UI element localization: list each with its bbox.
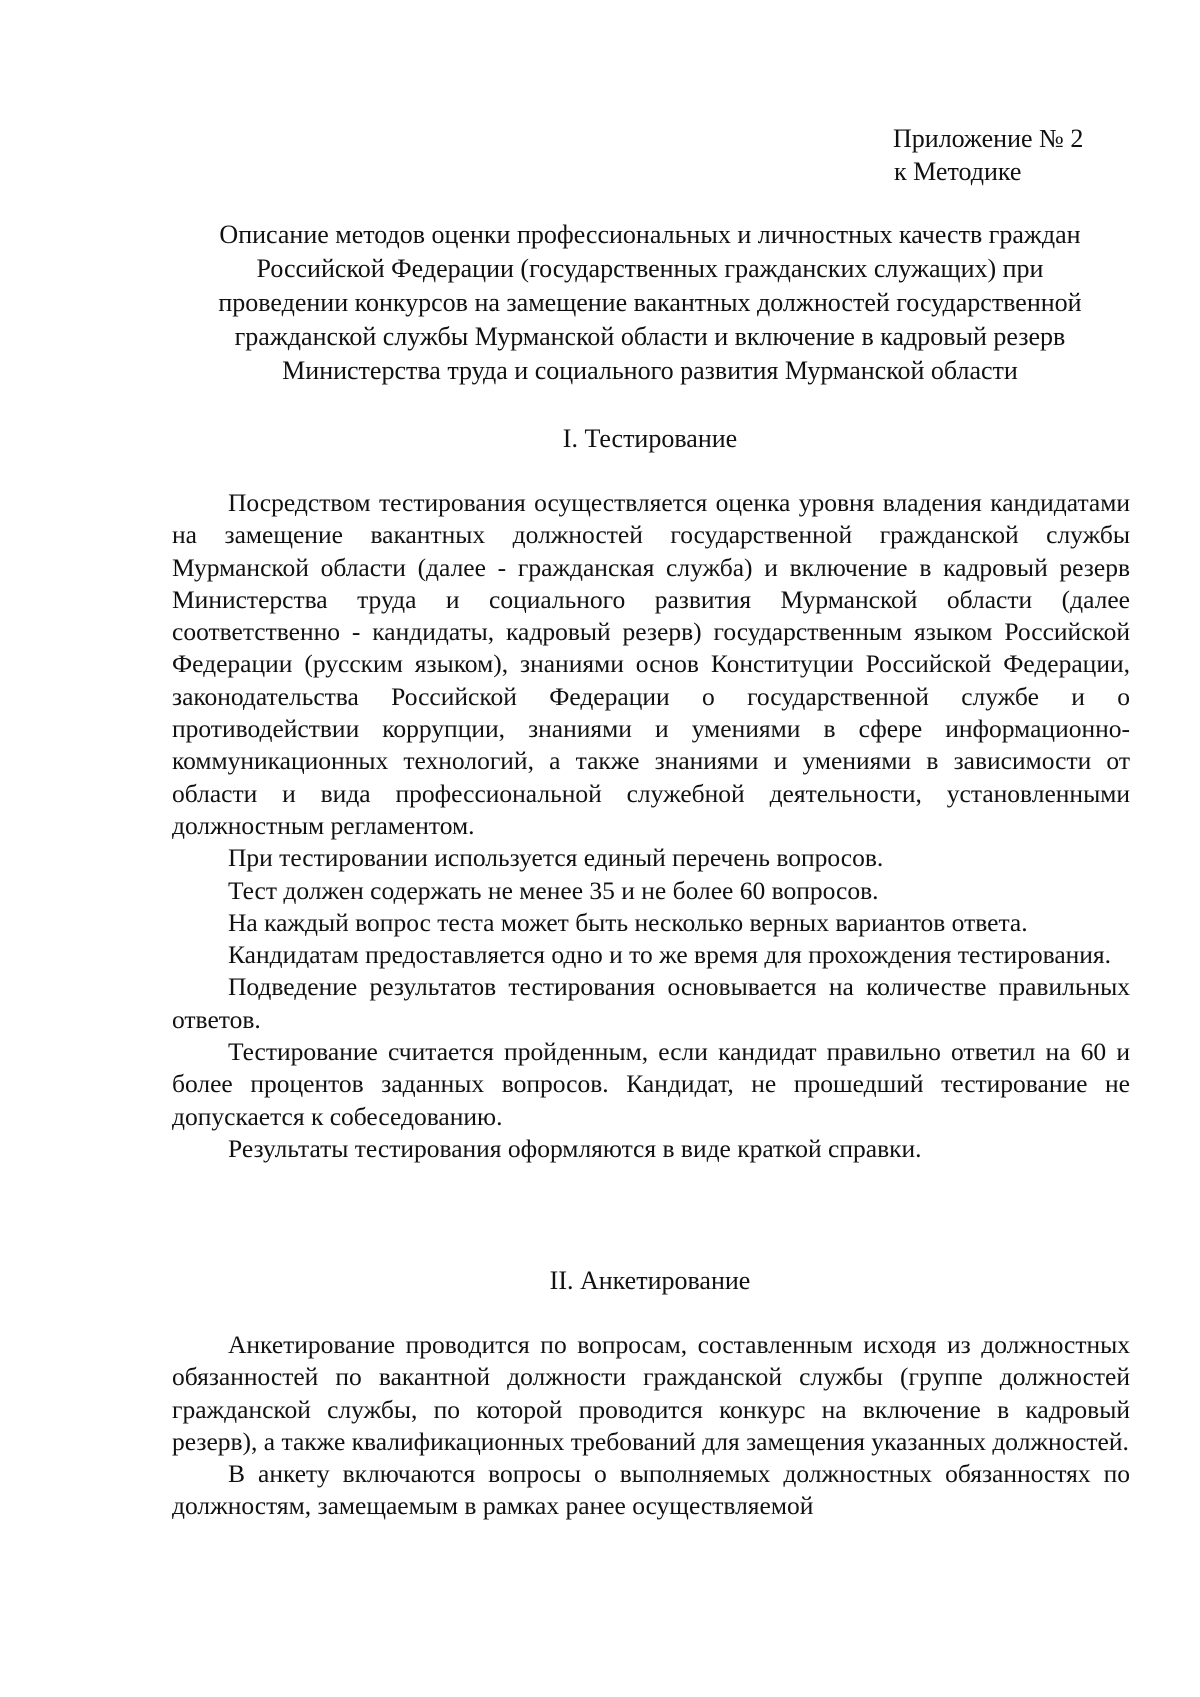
paragraph: Результаты тестирования оформляются в виде краткой справки. xyxy=(228,1133,922,1163)
title-line: Описание методов оценки профессиональных и личностных качеств граждан xyxy=(219,220,1081,249)
section-1-heading: I. Тестирование xyxy=(562,424,738,453)
section-1-body xyxy=(172,487,1130,1165)
paragraph: Анкетирование проводится по вопросам, составленным исходя из должностных обязанностей по вакантной должности гражданской службы (группе должностей гражданской службы, по которой проводится конкурс на включение в кадровый резерв), а также квалификационных требований для замещения указанных должностей. xyxy=(172,1330,1130,1456)
paragraph: Подведение результатов тестирования основывается на количестве правильных ответов. xyxy=(172,972,1130,1034)
paragraph: Тест должен содержать не менее 35 и не более 60 вопросов. xyxy=(228,875,879,905)
paragraph: Посредством тестирования осуществляется оценка уровня владения кандидатами на замещение вакантных должностей государственной гражданской службы Мурманской области (далее - гражданская служба) и включение в кадровый резерв Министерства труда и социального развития Мурманской области (далее соответственно - кандидаты, кадровый резерв) государственным языком Российской Федерации (русским языком), знаниями основ Конституции Российской Федерации, законодательства Российской Федерации о государственной службе и о противодействии коррупции, знаниями и умениями в сфере информационно-коммуникационных технологий, а также знаниями и умениями в зависимости от области и вида профессиональной служебной деятельности, установленными должностным регламентом. xyxy=(172,488,1130,840)
title-line: гражданской службы Мурманской области и включение в кадровый резерв xyxy=(234,322,1066,351)
title-line: Министерства труда и социального развития Мурманской области xyxy=(282,356,1018,385)
paragraph: В анкету включаются вопросы о выполняемых должностных обязанностях по должностям, замещаемым в рамках ранее осуществляемой xyxy=(172,1459,1130,1521)
paragraph: При тестировании используется единый перечень вопросов. xyxy=(228,843,884,873)
appendix-number: Приложение № 2 xyxy=(893,124,1084,153)
appendix-target: к Методике xyxy=(894,157,1022,186)
title-line: Российской Федерации (государственных гражданских служащих) при xyxy=(256,254,1044,283)
section-2-body xyxy=(172,1329,1130,1523)
section-2-heading: II. Анкетирование xyxy=(549,1266,751,1295)
document-title xyxy=(160,218,1140,388)
paragraph: Кандидатам предоставляется одно и то же время для прохождения тестирования. xyxy=(228,940,1112,970)
title-line: проведении конкурсов на замещение вакантных должностей государственной xyxy=(218,288,1082,317)
paragraph: Тестирование считается пройденным, если кандидат правильно ответил на 60 и более процентов заданных вопросов. Кандидат, не прошедший тестирование не допускается к собеседованию. xyxy=(172,1037,1130,1131)
appendix-reference xyxy=(893,122,1083,188)
paragraph: На каждый вопрос теста может быть несколько верных вариантов ответа. xyxy=(228,907,1028,937)
